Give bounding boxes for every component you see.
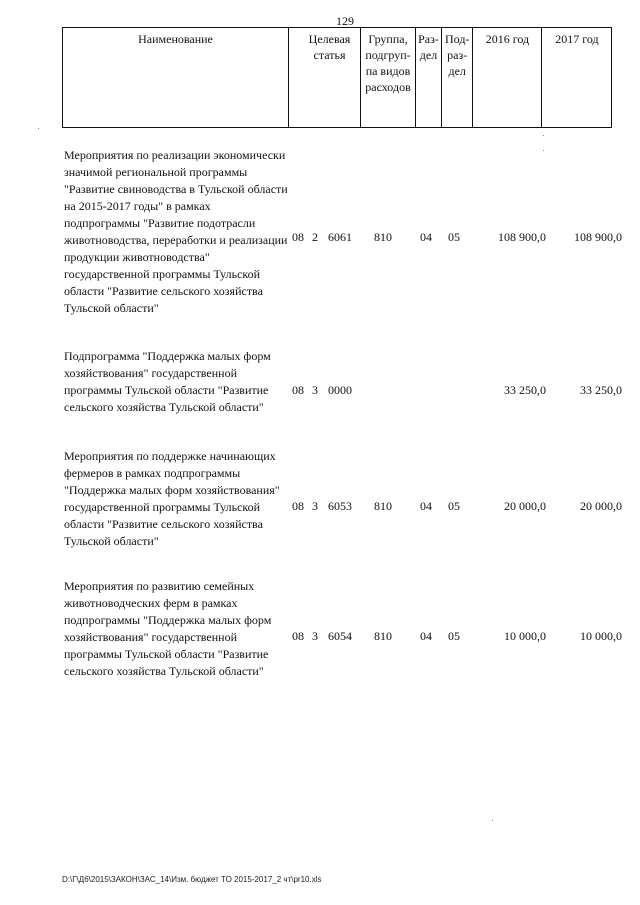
scan-speck	[492, 820, 493, 821]
row-subsection: 05	[448, 629, 460, 643]
page-number: 129	[336, 14, 354, 28]
row-group: 810	[374, 230, 392, 244]
header-year-2016: 2016 год	[473, 28, 542, 128]
row-code-a: 08	[292, 499, 304, 513]
row-sum-2016: 108 900,0	[498, 230, 546, 244]
row-subsection: 05	[448, 499, 460, 513]
row-subsection: 05	[448, 230, 460, 244]
row-code-c: 6054	[328, 629, 352, 643]
row-code-a: 08	[292, 629, 304, 643]
row-code-b: 3	[312, 629, 318, 643]
row-section: 04	[420, 499, 432, 513]
table-row	[0, 348, 640, 438]
row-name: Подпрограмма "Поддержка малых форм хозяйствования" государственной программы Тульской области "Развитие сельского хозяйства Тульской области"	[64, 349, 271, 414]
row-sum-2016: 10 000,0	[504, 629, 546, 643]
scan-speck	[543, 135, 544, 136]
row-sum-2017: 20 000,0	[580, 499, 622, 513]
row-name: Мероприятия по реализации экономически значимой региональной программы "Развитие свиноводства в Тульской области на 2015-2017 годы" в рамках подпрограммы "Развитие подотрасли животноводства, переработки и реализации продукции животноводства" государственной программы Тульской области "Развитие сельского хозяйства Тульской области"	[64, 148, 288, 315]
row-code-c: 0000	[328, 383, 352, 397]
row-code-c: 6053	[328, 499, 352, 513]
scan-speck	[38, 128, 39, 129]
header-expense-group: Группа, подгруп-па видов расходов	[361, 28, 416, 128]
row-sum-2017: 108 900,0	[574, 230, 622, 244]
table-header	[62, 27, 612, 128]
header-name: Наименование	[63, 28, 289, 128]
row-name: Мероприятия по поддержке начинающих фермеров в рамках подпрограммы "Поддержка малых форм хозяйствования" государственной программы Тульской области "Развитие сельского хозяйства Тульской области"	[64, 449, 280, 548]
row-code-b: 2	[312, 230, 318, 244]
row-code-b: 3	[312, 499, 318, 513]
scan-speck	[543, 150, 544, 151]
row-section: 04	[420, 230, 432, 244]
row-section: 04	[420, 629, 432, 643]
row-code-c: 6061	[328, 230, 352, 244]
row-code-a: 08	[292, 383, 304, 397]
header-year-2017: 2017 год	[542, 28, 612, 128]
row-code-a: 08	[292, 230, 304, 244]
row-sum-2016: 33 250,0	[504, 383, 546, 397]
row-sum-2017: 10 000,0	[580, 629, 622, 643]
row-group: 810	[374, 499, 392, 513]
header-target-article: Целевая статья	[289, 28, 361, 128]
row-code-b: 3	[312, 383, 318, 397]
header-section: Раз-дел	[416, 28, 442, 128]
row-sum-2016: 20 000,0	[504, 499, 546, 513]
table-row	[0, 448, 640, 563]
row-group: 810	[374, 629, 392, 643]
table-row	[0, 147, 640, 327]
row-sum-2017: 33 250,0	[580, 383, 622, 397]
header-subsection: Под-раз-дел	[442, 28, 473, 128]
row-name: Мероприятия по развитию семейных животноводческих ферм в рамках подпрограммы "Поддержка малых форм хозяйствования" государственной программы Тульской области "Развитие сельского хозяйства Тульской области"	[64, 579, 272, 678]
table-row	[0, 578, 640, 693]
file-path-footer: D:\Г\Д6\2015\ЗАКОН\ЗАС_14\Изм. бюджет ТО 2015-2017_2 чт\pr10.xls	[62, 875, 322, 884]
